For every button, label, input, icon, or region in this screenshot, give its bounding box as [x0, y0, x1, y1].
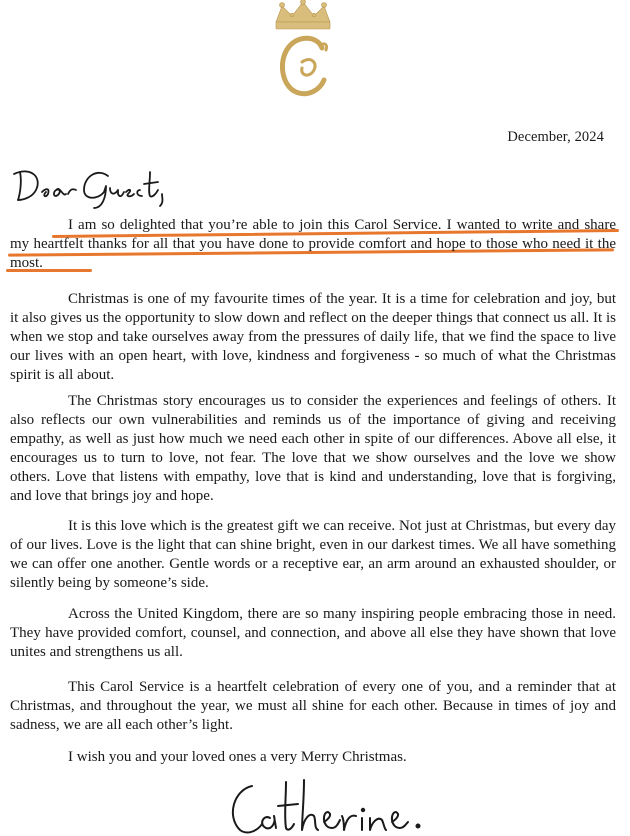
letter-closing: I wish you and your loved ones a very Merry Christmas. — [68, 749, 407, 765]
letter-paragraph: The Christmas story encourages us to consider the experiences and feelings of others. It also reflects our own vulnerabilities and reminds us of the importance of giving and receiving empathy, as well as just how much we need each other in spite of our differences. Above all else, it encourages us to turn to love, not fear. The love that we show ourselves and the love we show others. Love that listens with empathy, love that is kind and understanding, love that is forgiving, and love that brings joy and hope. — [10, 393, 616, 504]
royal-crest-logo — [258, 0, 348, 104]
letter-paragraph: This Carol Service is a heartfelt celebration of every one of you, and a reminder that at Christmas, and throughout the year, we must all shine for each other. Because in times of joy and sadness, we are all each other’s light. — [10, 679, 616, 733]
letter-paragraph: It is this love which is the greatest gift we can receive. Not just at Christmas, but every day of our lives. Love is the light that can shine bright, even in our darkest times. We all have something we can offer one another. Gentle words or a receptive ear, an arm around an exhausted shoulder, or silently being by someone’s side. — [10, 518, 616, 591]
letter-date: December, 2024 — [507, 129, 604, 145]
handwritten-salutation — [10, 160, 180, 210]
letter-paragraph: I am so delighted that you’re able to join this Carol Service. I wanted to write and share my heartfelt thanks for all that you have done to provide comfort and hope to those who need it the most. — [10, 217, 616, 271]
handwritten-signature — [222, 772, 422, 836]
letter-paragraph: Across the United Kingdom, there are so many inspiring people embracing those in need. They have provided comfort, counsel, and connection, and above all else they have shown that love unites and strengthens us all. — [10, 606, 616, 660]
letter-paragraph: Christmas is one of my favourite times of the year. It is a time for celebration and joy, but it also gives us the opportunity to slow down and reflect on the deeper things that connect us all. It is when we stop and take ourselves away from the pressures of daily life, that we find the space to live our lives with an open heart, with love, kindness and forgiveness - so much of what the Christmas spirit is all about. — [10, 291, 616, 383]
